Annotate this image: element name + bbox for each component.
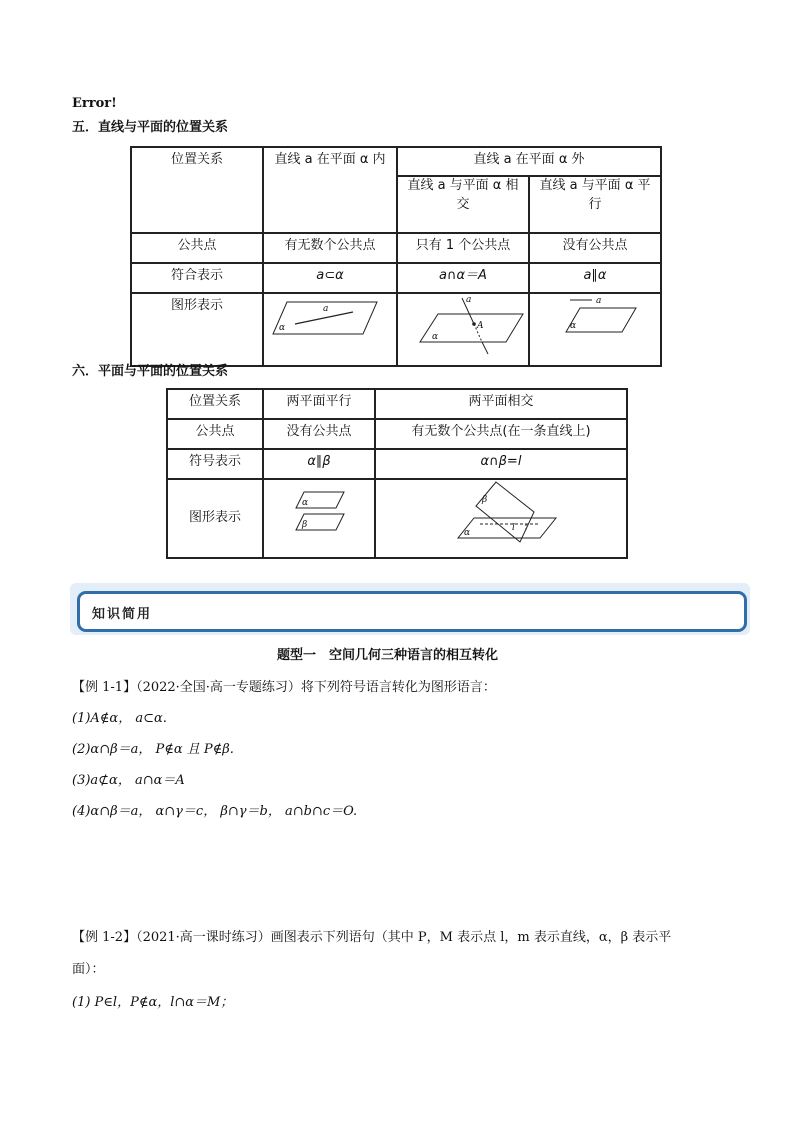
example2-title-line2: 面）： [72, 962, 105, 977]
table6-header-intersect: 两平面相交 [375, 389, 627, 419]
table6-row-figure-label: 图形表示 [167, 479, 263, 558]
section5-heading: 五．直线与平面的位置关系 [72, 120, 229, 135]
table5-header-relation: 位置关系 [131, 147, 263, 233]
table5-header-parallel: 直线 a 与平面 α 平行 [529, 176, 661, 233]
figure-line-parallel-plane [529, 293, 661, 366]
figure-line-intersect-plane [397, 293, 529, 366]
fig-label-a: a [595, 296, 602, 306]
section6-heading: 六．平面与平面的位置关系 [72, 364, 229, 379]
table5-common-intersect: 只有 1 个公共点 [397, 233, 529, 263]
table5-header-intersect: 直线 a 与平面 α 相交 [397, 176, 529, 233]
table6-common-parallel: 没有公共点 [263, 419, 375, 449]
banner-title: 知识简用 [92, 607, 153, 622]
table5-header-in-plane: 直线 a 在平面 α 内 [263, 147, 397, 233]
figure-line-in-plane [263, 293, 397, 366]
table6-row-symbol-label: 符号表示 [167, 449, 263, 479]
table6-common-intersect: 有无数个公共点(在一条直线上) [375, 419, 627, 449]
example2-title-line1: 【例 1-2】（2021·高一课时练习）画图表示下列语句（其中 P，M 表示点 l，m 表示直线，α，β 表示平 [72, 930, 672, 945]
table5-symbol-parallel: a∥α [529, 263, 661, 293]
table6-header-relation: 位置关系 [167, 389, 263, 419]
table5-symbol-intersect: a∩α＝A [397, 263, 529, 293]
example2-item: (1) P∈l，P∉α，l∩α＝M； [72, 995, 234, 1010]
fig-label-alpha: α [279, 323, 286, 333]
table5-header-outside: 直线 a 在平面 α 外 [397, 147, 661, 176]
table5-common-in: 有无数个公共点 [263, 233, 397, 263]
fig-label-alpha: α [302, 498, 309, 508]
fig-label-l: l [512, 523, 515, 533]
topic-title: 题型一 空间几何三种语言的相互转化 [277, 648, 499, 663]
table5-common-parallel: 没有公共点 [529, 233, 661, 263]
table5-row-figure-label: 图形表示 [131, 293, 263, 366]
plane-plane-table [166, 388, 628, 559]
table6-symbol-intersect: α∩β=l [375, 449, 627, 479]
table5-row-common-label: 公共点 [131, 233, 263, 263]
line-plane-table [130, 146, 662, 367]
fig-label-alpha: α [431, 332, 439, 342]
table5-symbol-in: a⊂α [263, 263, 397, 293]
example1-item: (3)a⊄α， a∩α＝A [72, 773, 185, 788]
knowledge-banner [77, 591, 747, 632]
figure-planes-intersect [375, 479, 627, 558]
fig-label-alpha: α [569, 321, 577, 331]
table6-symbol-parallel: α∥β [263, 449, 375, 479]
fig-label-alpha: α [464, 528, 471, 538]
example1-title: 【例 1-1】（2022·全国·高一专题练习）将下列符号语言转化为图形语言： [72, 680, 496, 695]
error-text: Error! [72, 96, 117, 111]
fig-label-a: a [465, 295, 472, 305]
fig-label-beta: β [302, 520, 308, 530]
example1-item: (2)α∩β＝a， P∉α 且 P∉β. [72, 742, 234, 757]
example1-item: (4)α∩β＝a， α∩γ＝c， β∩γ＝b， a∩b∩c＝O. [72, 804, 358, 819]
fig-label-beta: β [482, 495, 488, 505]
table6-header-parallel: 两平面平行 [263, 389, 375, 419]
table5-row-symbol-label: 符合表示 [131, 263, 263, 293]
example1-item: (1)A∉α， a⊂α. [72, 711, 167, 726]
figure-planes-parallel [263, 479, 375, 558]
table6-row-common-label: 公共点 [167, 419, 263, 449]
fig-label-point-a: A [476, 321, 484, 331]
fig-label-a: a [323, 304, 329, 314]
